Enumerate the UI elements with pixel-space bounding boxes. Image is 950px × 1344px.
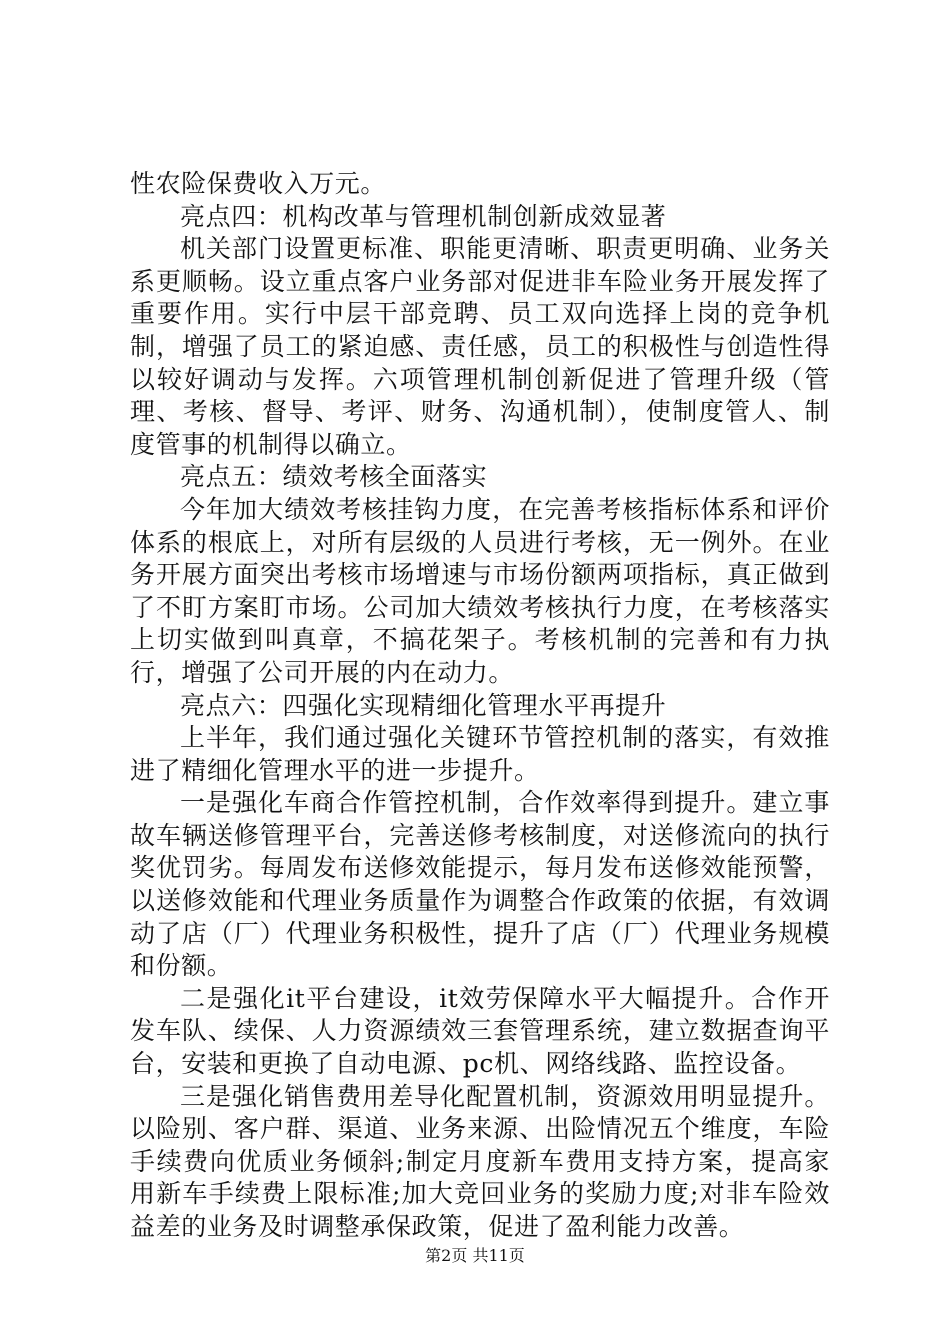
paragraph: 上半年，我们通过强化关键环节管控机制的落实，有效推进了精细化管理水平的进一步提升。	[130, 723, 830, 785]
paragraph: 今年加大绩效考核挂钩力度，在完善考核指标体系和评价体系的根底上，对所有层级的人员进行考核，无一例外。在业务开展方面突出考核市场增速与市场份额两项指标，真正做到了不盯方案盯市场。公司加大绩效考核执行力度，在考核落实上切实做到叫真章，不搞花架子。考核机制的完善和有力执行，增强了公司开展的内在动力。	[130, 494, 830, 687]
document-body	[130, 168, 830, 1244]
section-heading: 亮点四：机构改革与管理机制创新成效显著	[180, 201, 667, 231]
section-heading: 亮点五：绩效考核全面落实	[180, 462, 488, 492]
section-heading: 亮点六：四强化实现精细化管理水平再提升	[180, 690, 667, 720]
paragraph: 机关部门设置更标准、职能更清晰、职责更明确、业务关系更顺畅。设立重点客户业务部对促进非车险业务开展发挥了重要作用。实行中层干部竞聘、员工双向选择上岗的竞争机制，增强了员工的紧迫感、责任感，员工的积极性与创造性得以较好调动与发挥。六项管理机制创新促进了管理升级（管理、考核、督导、考评、财务、沟通机制），使制度管人、制度管事的机制得以确立。	[130, 234, 830, 459]
paragraph: 一是强化车商合作管控机制，合作效率得到提升。建立事故车辆送修管理平台，完善送修考核制度，对送修流向的执行奖优罚劣。每周发布送修效能提示，每月发布送修效能预警，以送修效能和代理业务质量作为调整合作政策的依据，有效调动了店（厂）代理业务积极性，提升了店（厂）代理业务规模和份额。	[130, 788, 830, 981]
paragraph: 二是强化it平台建设，it效劳保障水平大幅提升。合作开发车队、续保、人力资源绩效三套管理系统，建立数据查询平台，安装和更换了自动电源、pc机、网络线路、监控设备。	[130, 983, 830, 1079]
paragraph: 三是强化销售费用差导化配置机制，资源效用明显提升。以险别、客户群、渠道、业务来源、出险情况五个维度，车险手续费向优质业务倾斜;制定月度新车费用支持方案，提高家用新车手续费上限标准;加大竞回业务的奖励力度;对非车险效益差的业务及时调整承保政策，促进了盈利能力改善。	[130, 1081, 830, 1241]
page-number-footer: 第2页 共11页	[425, 1246, 525, 1265]
paragraph: 性农险保费收入万元。	[130, 169, 387, 198]
